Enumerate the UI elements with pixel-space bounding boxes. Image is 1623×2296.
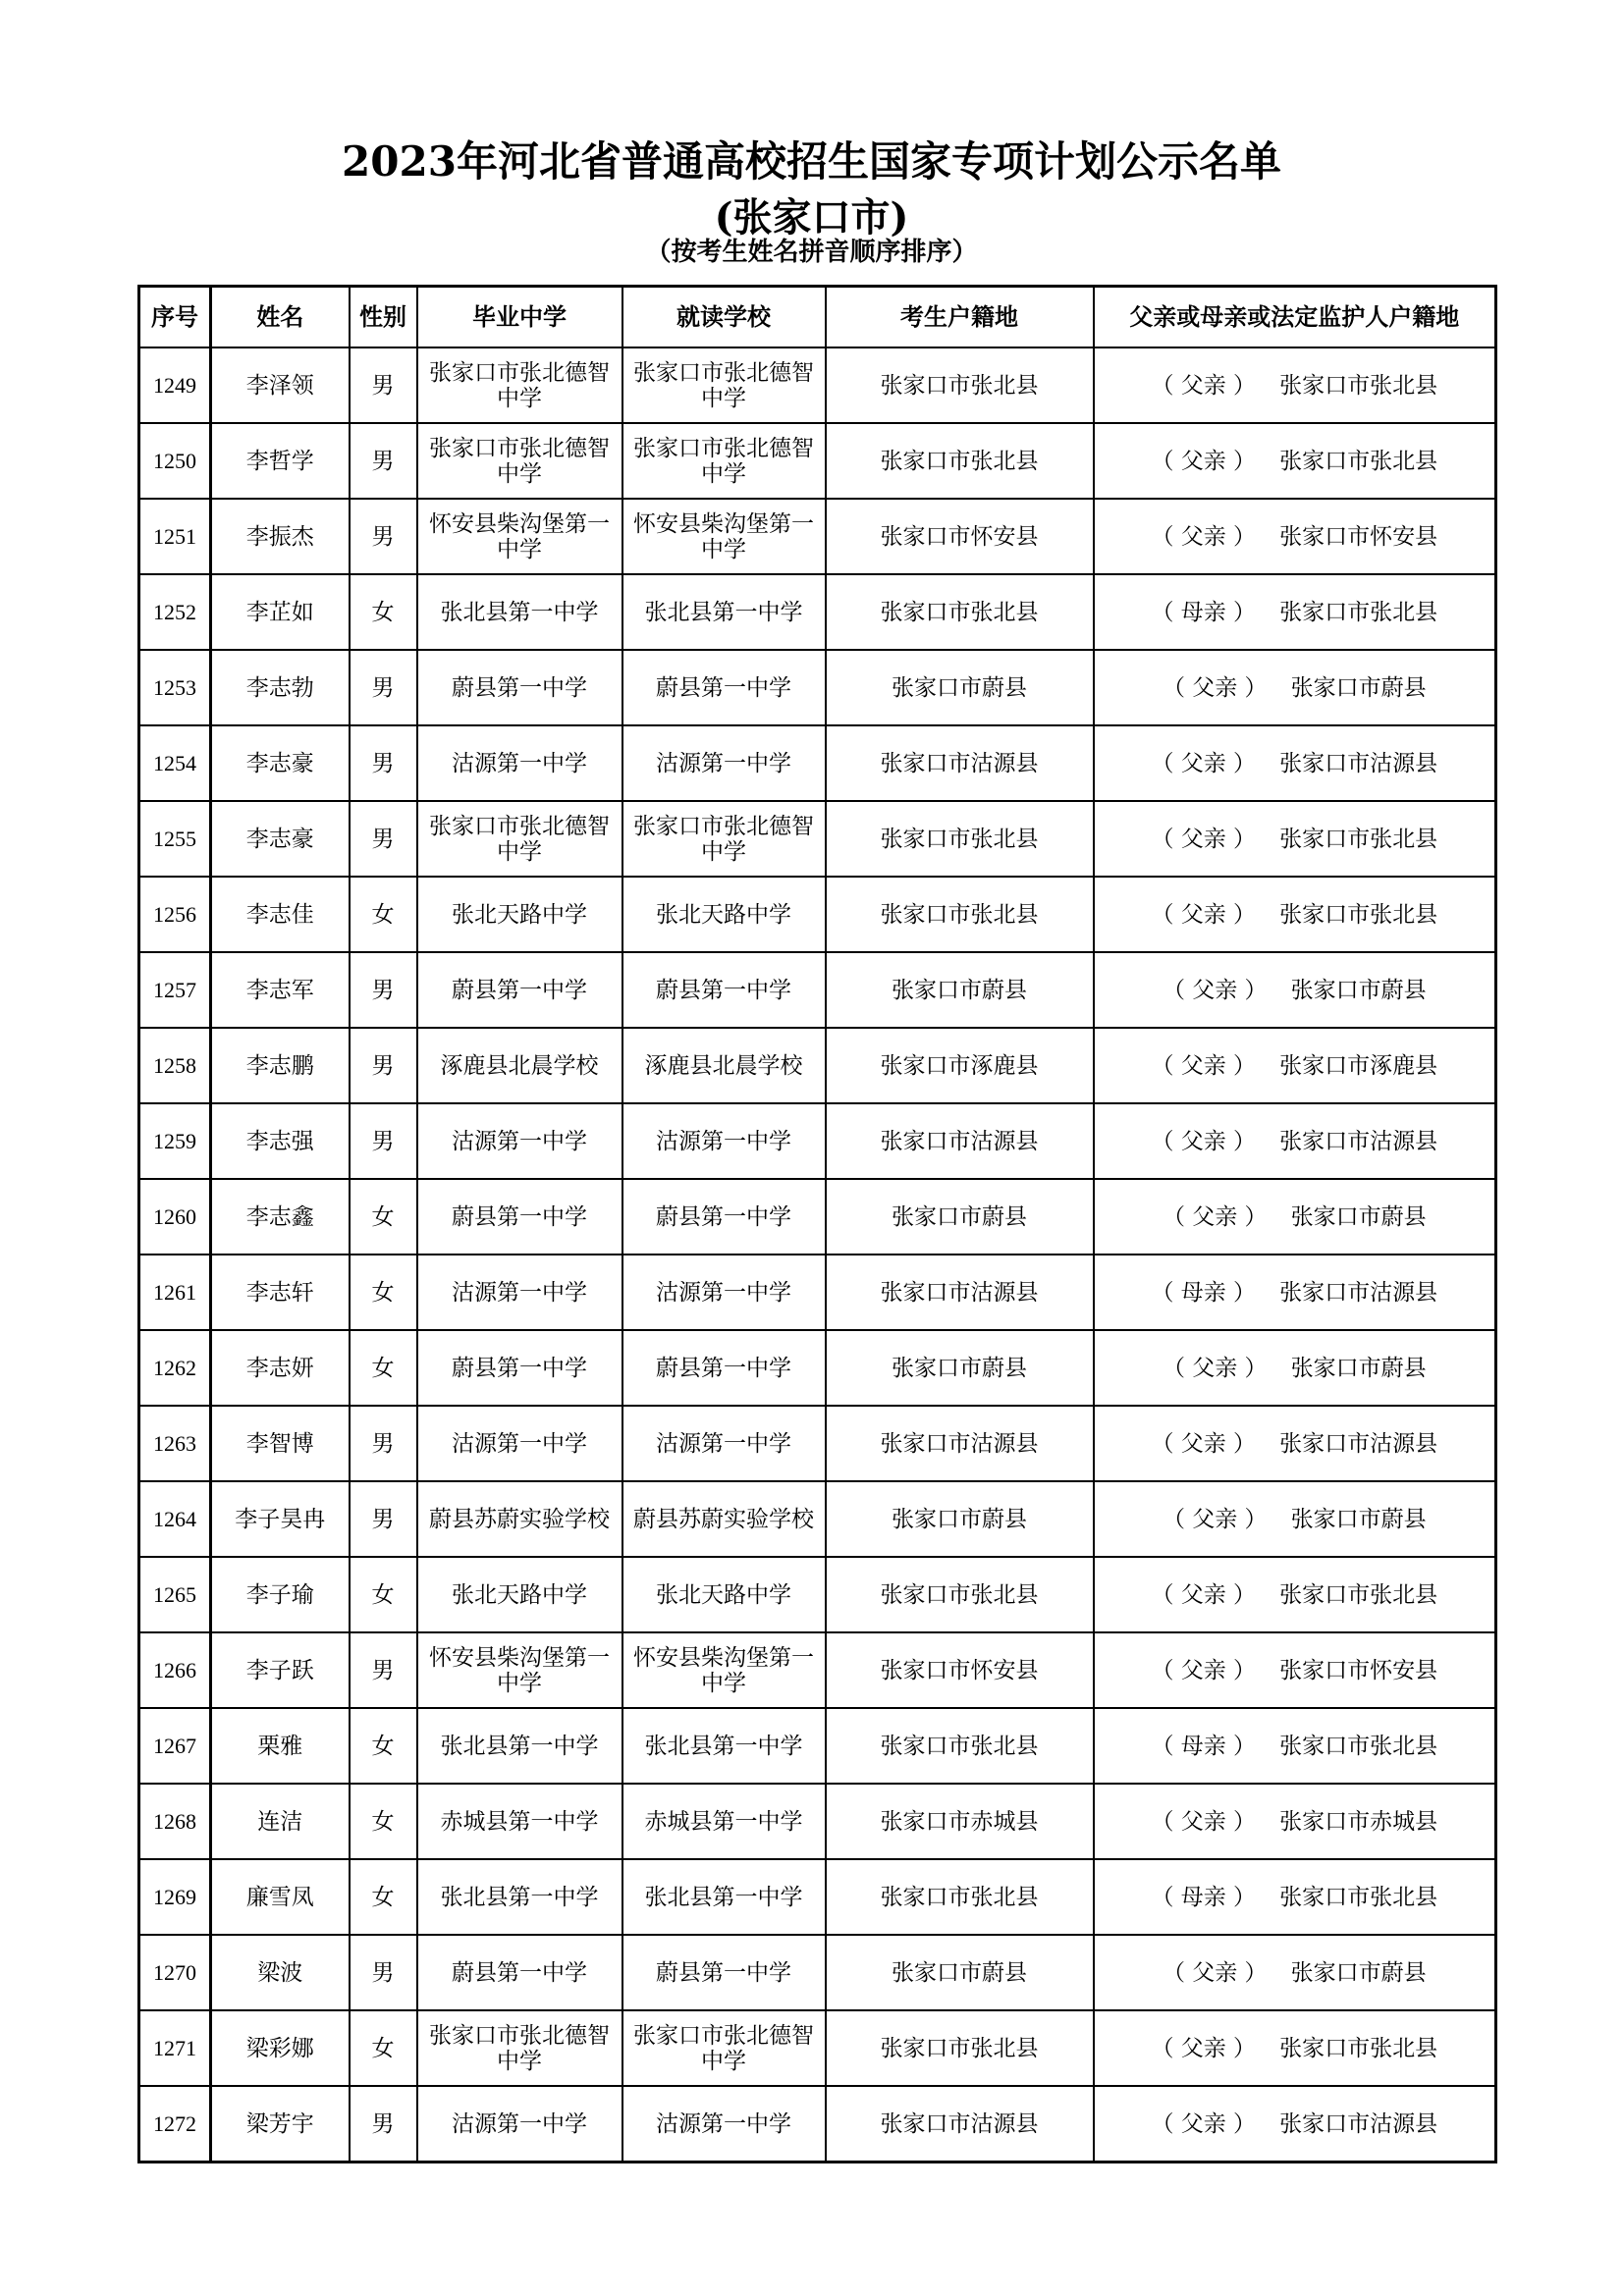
seq-cell: 1250 bbox=[139, 423, 211, 499]
guardian-registration-cell bbox=[1094, 2010, 1496, 2086]
table-row bbox=[139, 1708, 1496, 1784]
guardian-registration-cell bbox=[1094, 1406, 1496, 1481]
document-title: 2023年河北省普通高校招生国家专项计划公示名单 bbox=[342, 137, 1281, 186]
table-row bbox=[139, 2010, 1496, 2086]
table-row bbox=[139, 650, 1496, 725]
seq-cell: 1259 bbox=[139, 1103, 211, 1179]
guardian-registration: 张家口市蔚县 bbox=[1290, 1506, 1427, 1532]
guardian-relation: （ 父亲 ） bbox=[1151, 1581, 1257, 1608]
current-school-cell: 张北县第一中学 bbox=[622, 574, 826, 650]
table-row bbox=[139, 1632, 1496, 1708]
name-cell: 李志鑫 bbox=[211, 1179, 350, 1255]
household-registration-cell: 张家口市沽源县 bbox=[826, 2086, 1094, 2163]
name-cell: 李子昊冉 bbox=[211, 1481, 350, 1557]
header-seq: 序号 bbox=[139, 287, 211, 348]
graduation-school-cell: 张家口市张北德智中学 bbox=[417, 801, 622, 877]
table-row bbox=[139, 1557, 1496, 1632]
guardian-relation: （ 父亲 ） bbox=[1151, 1128, 1257, 1154]
current-school-cell: 张北天路中学 bbox=[622, 1557, 826, 1632]
graduation-school-cell: 沽源第一中学 bbox=[417, 2086, 622, 2163]
guardian-relation: （ 父亲 ） bbox=[1151, 750, 1257, 776]
household-registration-cell: 张家口市沽源县 bbox=[826, 1406, 1094, 1481]
guardian-relation: （ 父亲 ） bbox=[1162, 1959, 1268, 1986]
current-school-cell: 张家口市张北德智中学 bbox=[622, 801, 826, 877]
guardian-registration-cell bbox=[1094, 347, 1496, 423]
current-school-cell: 张家口市张北德智中学 bbox=[622, 2010, 826, 2086]
guardian-registration-cell bbox=[1094, 1632, 1496, 1708]
guardian-registration-cell bbox=[1094, 1179, 1496, 1255]
guardian-registration-cell bbox=[1094, 1557, 1496, 1632]
table-row bbox=[139, 725, 1496, 801]
household-registration-cell: 张家口市蔚县 bbox=[826, 952, 1094, 1028]
guardian-registration: 张家口市沽源县 bbox=[1279, 2110, 1438, 2137]
name-cell: 李振杰 bbox=[211, 499, 350, 574]
name-cell: 李智博 bbox=[211, 1406, 350, 1481]
name-cell: 李志鹏 bbox=[211, 1028, 350, 1103]
guardian-registration: 张家口市张北县 bbox=[1279, 901, 1438, 928]
gender-cell: 女 bbox=[350, 1330, 417, 1406]
gender-cell: 男 bbox=[350, 1935, 417, 2010]
sort-note: （按考生姓名拼音顺序排序） bbox=[645, 238, 978, 267]
guardian-registration: 张家口市蔚县 bbox=[1290, 1203, 1427, 1230]
current-school-cell: 赤城县第一中学 bbox=[622, 1784, 826, 1859]
graduation-school-cell: 蔚县第一中学 bbox=[417, 1179, 622, 1255]
header-household-registration: 考生户籍地 bbox=[826, 287, 1094, 348]
guardian-registration-cell bbox=[1094, 1935, 1496, 2010]
household-registration-cell: 张家口市沽源县 bbox=[826, 1255, 1094, 1330]
guardian-registration: 张家口市沽源县 bbox=[1279, 1279, 1438, 1306]
guardian-registration: 张家口市张北县 bbox=[1279, 2035, 1438, 2061]
guardian-registration-cell bbox=[1094, 1708, 1496, 1784]
seq-cell: 1253 bbox=[139, 650, 211, 725]
household-registration-cell: 张家口市张北县 bbox=[826, 1708, 1094, 1784]
current-school-cell: 蔚县第一中学 bbox=[622, 650, 826, 725]
gender-cell: 女 bbox=[350, 1557, 417, 1632]
graduation-school-cell: 张北县第一中学 bbox=[417, 1859, 622, 1935]
guardian-registration-cell bbox=[1094, 423, 1496, 499]
name-cell: 李志豪 bbox=[211, 801, 350, 877]
gender-cell: 男 bbox=[350, 423, 417, 499]
name-cell: 李子瑜 bbox=[211, 1557, 350, 1632]
guardian-relation: （ 母亲 ） bbox=[1151, 1279, 1257, 1306]
guardian-relation: （ 父亲 ） bbox=[1151, 372, 1257, 399]
table-row bbox=[139, 1406, 1496, 1481]
name-cell: 李泽领 bbox=[211, 347, 350, 423]
header-current-school: 就读学校 bbox=[622, 287, 826, 348]
gender-cell: 男 bbox=[350, 1406, 417, 1481]
guardian-registration: 张家口市张北县 bbox=[1279, 1581, 1438, 1608]
guardian-registration: 张家口市沽源县 bbox=[1279, 1128, 1438, 1154]
name-cell: 李志妍 bbox=[211, 1330, 350, 1406]
seq-cell: 1264 bbox=[139, 1481, 211, 1557]
seq-cell: 1269 bbox=[139, 1859, 211, 1935]
table-row bbox=[139, 1784, 1496, 1859]
current-school-cell: 张家口市张北德智中学 bbox=[622, 423, 826, 499]
guardian-registration-cell bbox=[1094, 2086, 1496, 2163]
seq-cell: 1252 bbox=[139, 574, 211, 650]
table-row bbox=[139, 1935, 1496, 2010]
gender-cell: 女 bbox=[350, 2010, 417, 2086]
seq-cell: 1270 bbox=[139, 1935, 211, 2010]
guardian-registration: 张家口市张北县 bbox=[1279, 448, 1438, 474]
seq-cell: 1255 bbox=[139, 801, 211, 877]
guardian-registration-cell bbox=[1094, 801, 1496, 877]
guardian-relation: （ 母亲 ） bbox=[1151, 599, 1257, 625]
household-registration-cell: 张家口市蔚县 bbox=[826, 1481, 1094, 1557]
table-row bbox=[139, 1028, 1496, 1103]
guardian-relation: （ 父亲 ） bbox=[1162, 1355, 1268, 1381]
household-registration-cell: 张家口市蔚县 bbox=[826, 1330, 1094, 1406]
header-name: 姓名 bbox=[211, 287, 350, 348]
guardian-relation: （ 父亲 ） bbox=[1162, 1203, 1268, 1230]
graduation-school-cell: 怀安县柴沟堡第一中学 bbox=[417, 1632, 622, 1708]
current-school-cell: 张北县第一中学 bbox=[622, 1708, 826, 1784]
household-registration-cell: 张家口市张北县 bbox=[826, 1859, 1094, 1935]
gender-cell: 男 bbox=[350, 650, 417, 725]
gender-cell: 男 bbox=[350, 725, 417, 801]
table-row bbox=[139, 1255, 1496, 1330]
seq-cell: 1251 bbox=[139, 499, 211, 574]
gender-cell: 男 bbox=[350, 952, 417, 1028]
guardian-registration: 张家口市涿鹿县 bbox=[1279, 1052, 1438, 1079]
table-row bbox=[139, 2086, 1496, 2163]
gender-cell: 男 bbox=[350, 1028, 417, 1103]
guardian-relation: （ 父亲 ） bbox=[1151, 1657, 1257, 1683]
seq-cell: 1261 bbox=[139, 1255, 211, 1330]
header-graduation-school: 毕业中学 bbox=[417, 287, 622, 348]
guardian-relation: （ 父亲 ） bbox=[1151, 826, 1257, 852]
guardian-registration: 张家口市张北县 bbox=[1279, 372, 1438, 399]
guardian-relation: （ 父亲 ） bbox=[1151, 901, 1257, 928]
seq-cell: 1266 bbox=[139, 1632, 211, 1708]
guardian-registration: 张家口市张北县 bbox=[1279, 599, 1438, 625]
current-school-cell: 沽源第一中学 bbox=[622, 2086, 826, 2163]
current-school-cell: 蔚县第一中学 bbox=[622, 1330, 826, 1406]
current-school-cell: 张北县第一中学 bbox=[622, 1859, 826, 1935]
graduation-school-cell: 怀安县柴沟堡第一中学 bbox=[417, 499, 622, 574]
table-row bbox=[139, 347, 1496, 423]
seq-cell: 1265 bbox=[139, 1557, 211, 1632]
guardian-relation: （ 父亲 ） bbox=[1162, 977, 1268, 1003]
guardian-relation: （ 父亲 ） bbox=[1162, 674, 1268, 701]
guardian-registration: 张家口市张北县 bbox=[1279, 826, 1438, 852]
graduation-school-cell: 沽源第一中学 bbox=[417, 1406, 622, 1481]
seq-cell: 1267 bbox=[139, 1708, 211, 1784]
gender-cell: 女 bbox=[350, 877, 417, 952]
guardian-registration: 张家口市蔚县 bbox=[1290, 1959, 1427, 1986]
gender-cell: 男 bbox=[350, 347, 417, 423]
current-school-cell: 蔚县第一中学 bbox=[622, 952, 826, 1028]
guardian-relation: （ 父亲 ） bbox=[1151, 1430, 1257, 1457]
table-row bbox=[139, 574, 1496, 650]
table-header-row bbox=[139, 287, 1496, 348]
current-school-cell: 沽源第一中学 bbox=[622, 1255, 826, 1330]
guardian-relation: （ 母亲 ） bbox=[1151, 1733, 1257, 1759]
graduation-school-cell: 蔚县第一中学 bbox=[417, 650, 622, 725]
graduation-school-cell: 沽源第一中学 bbox=[417, 725, 622, 801]
guardian-registration: 张家口市蔚县 bbox=[1290, 1355, 1427, 1381]
household-registration-cell: 张家口市张北县 bbox=[826, 801, 1094, 877]
household-registration-cell: 张家口市怀安县 bbox=[826, 1632, 1094, 1708]
guardian-registration-cell bbox=[1094, 952, 1496, 1028]
gender-cell: 男 bbox=[350, 1632, 417, 1708]
current-school-cell: 怀安县柴沟堡第一中学 bbox=[622, 499, 826, 574]
table-row bbox=[139, 423, 1496, 499]
household-registration-cell: 张家口市沽源县 bbox=[826, 725, 1094, 801]
household-registration-cell: 张家口市张北县 bbox=[826, 347, 1094, 423]
guardian-relation: （ 父亲 ） bbox=[1151, 2035, 1257, 2061]
name-cell: 李哲学 bbox=[211, 423, 350, 499]
seq-cell: 1260 bbox=[139, 1179, 211, 1255]
current-school-cell: 涿鹿县北晨学校 bbox=[622, 1028, 826, 1103]
household-registration-cell: 张家口市张北县 bbox=[826, 877, 1094, 952]
guardian-registration-cell bbox=[1094, 650, 1496, 725]
seq-cell: 1268 bbox=[139, 1784, 211, 1859]
graduation-school-cell: 张家口市张北德智中学 bbox=[417, 2010, 622, 2086]
guardian-registration: 张家口市怀安县 bbox=[1279, 1657, 1438, 1683]
current-school-cell: 沽源第一中学 bbox=[622, 725, 826, 801]
name-cell: 梁波 bbox=[211, 1935, 350, 2010]
header-guardian-registration: 父亲或母亲或法定监护人户籍地 bbox=[1094, 287, 1496, 348]
guardian-registration-cell bbox=[1094, 1028, 1496, 1103]
name-cell: 李志豪 bbox=[211, 725, 350, 801]
gender-cell: 男 bbox=[350, 1103, 417, 1179]
current-school-cell: 沽源第一中学 bbox=[622, 1406, 826, 1481]
gender-cell: 女 bbox=[350, 574, 417, 650]
document-subtitle: (张家口市) bbox=[714, 194, 909, 240]
guardian-registration: 张家口市张北县 bbox=[1279, 1884, 1438, 1910]
guardian-registration-cell bbox=[1094, 1481, 1496, 1557]
guardian-relation: （ 父亲 ） bbox=[1151, 1052, 1257, 1079]
name-cell: 栗雅 bbox=[211, 1708, 350, 1784]
graduation-school-cell: 张家口市张北德智中学 bbox=[417, 347, 622, 423]
household-registration-cell: 张家口市沽源县 bbox=[826, 1103, 1094, 1179]
graduation-school-cell: 张家口市张北德智中学 bbox=[417, 423, 622, 499]
guardian-registration-cell bbox=[1094, 1255, 1496, 1330]
guardian-registration: 张家口市沽源县 bbox=[1279, 1430, 1438, 1457]
graduation-school-cell: 沽源第一中学 bbox=[417, 1103, 622, 1179]
guardian-registration-cell bbox=[1094, 725, 1496, 801]
table-row bbox=[139, 1179, 1496, 1255]
header-gender: 性别 bbox=[350, 287, 417, 348]
guardian-relation: （ 父亲 ） bbox=[1151, 1808, 1257, 1835]
table-row bbox=[139, 801, 1496, 877]
table-row bbox=[139, 1481, 1496, 1557]
table-row bbox=[139, 877, 1496, 952]
household-registration-cell: 张家口市蔚县 bbox=[826, 650, 1094, 725]
table-row bbox=[139, 499, 1496, 574]
household-registration-cell: 张家口市涿鹿县 bbox=[826, 1028, 1094, 1103]
gender-cell: 女 bbox=[350, 1784, 417, 1859]
name-cell: 李志佳 bbox=[211, 877, 350, 952]
gender-cell: 男 bbox=[350, 2086, 417, 2163]
household-registration-cell: 张家口市张北县 bbox=[826, 1557, 1094, 1632]
guardian-registration: 张家口市蔚县 bbox=[1290, 674, 1427, 701]
guardian-registration-cell bbox=[1094, 574, 1496, 650]
name-cell: 廉雪凤 bbox=[211, 1859, 350, 1935]
graduation-school-cell: 赤城县第一中学 bbox=[417, 1784, 622, 1859]
graduation-school-cell: 蔚县第一中学 bbox=[417, 1330, 622, 1406]
gender-cell: 女 bbox=[350, 1255, 417, 1330]
seq-cell: 1254 bbox=[139, 725, 211, 801]
current-school-cell: 张北天路中学 bbox=[622, 877, 826, 952]
seq-cell: 1249 bbox=[139, 347, 211, 423]
guardian-registration: 张家口市沽源县 bbox=[1279, 750, 1438, 776]
gender-cell: 男 bbox=[350, 1481, 417, 1557]
name-cell: 李志轩 bbox=[211, 1255, 350, 1330]
guardian-registration: 张家口市怀安县 bbox=[1279, 523, 1438, 550]
current-school-cell: 蔚县第一中学 bbox=[622, 1179, 826, 1255]
seq-cell: 1271 bbox=[139, 2010, 211, 2086]
gender-cell: 男 bbox=[350, 499, 417, 574]
name-cell: 李志勃 bbox=[211, 650, 350, 725]
name-cell: 李志强 bbox=[211, 1103, 350, 1179]
household-registration-cell: 张家口市蔚县 bbox=[826, 1935, 1094, 2010]
graduation-school-cell: 涿鹿县北晨学校 bbox=[417, 1028, 622, 1103]
seq-cell: 1263 bbox=[139, 1406, 211, 1481]
graduation-school-cell: 蔚县第一中学 bbox=[417, 1935, 622, 2010]
household-registration-cell: 张家口市蔚县 bbox=[826, 1179, 1094, 1255]
current-school-cell: 张家口市张北德智中学 bbox=[622, 347, 826, 423]
seq-cell: 1257 bbox=[139, 952, 211, 1028]
gender-cell: 女 bbox=[350, 1708, 417, 1784]
gender-cell: 男 bbox=[350, 801, 417, 877]
guardian-registration-cell bbox=[1094, 1859, 1496, 1935]
guardian-registration-cell bbox=[1094, 877, 1496, 952]
guardian-relation: （ 父亲 ） bbox=[1151, 2110, 1257, 2137]
seq-cell: 1258 bbox=[139, 1028, 211, 1103]
household-registration-cell: 张家口市张北县 bbox=[826, 2010, 1094, 2086]
name-cell: 梁彩娜 bbox=[211, 2010, 350, 2086]
graduation-school-cell: 蔚县苏蔚实验学校 bbox=[417, 1481, 622, 1557]
guardian-relation: （ 母亲 ） bbox=[1151, 1884, 1257, 1910]
table-row bbox=[139, 1859, 1496, 1935]
guardian-registration: 张家口市蔚县 bbox=[1290, 977, 1427, 1003]
household-registration-cell: 张家口市张北县 bbox=[826, 423, 1094, 499]
guardian-registration-cell bbox=[1094, 1330, 1496, 1406]
guardian-registration-cell bbox=[1094, 499, 1496, 574]
current-school-cell: 蔚县第一中学 bbox=[622, 1935, 826, 2010]
current-school-cell: 怀安县柴沟堡第一中学 bbox=[622, 1632, 826, 1708]
guardian-relation: （ 父亲 ） bbox=[1151, 448, 1257, 474]
graduation-school-cell: 蔚县第一中学 bbox=[417, 952, 622, 1028]
household-registration-cell: 张家口市张北县 bbox=[826, 574, 1094, 650]
name-cell: 李子跃 bbox=[211, 1632, 350, 1708]
graduation-school-cell: 张北县第一中学 bbox=[417, 574, 622, 650]
table-row bbox=[139, 952, 1496, 1028]
name-cell: 李芷如 bbox=[211, 574, 350, 650]
graduation-school-cell: 沽源第一中学 bbox=[417, 1255, 622, 1330]
guardian-relation: （ 父亲 ） bbox=[1162, 1506, 1268, 1532]
seq-cell: 1256 bbox=[139, 877, 211, 952]
graduation-school-cell: 张北县第一中学 bbox=[417, 1708, 622, 1784]
gender-cell: 女 bbox=[350, 1859, 417, 1935]
seq-cell: 1262 bbox=[139, 1330, 211, 1406]
graduation-school-cell: 张北天路中学 bbox=[417, 877, 622, 952]
gender-cell: 女 bbox=[350, 1179, 417, 1255]
current-school-cell: 蔚县苏蔚实验学校 bbox=[622, 1481, 826, 1557]
current-school-cell: 沽源第一中学 bbox=[622, 1103, 826, 1179]
guardian-registration: 张家口市赤城县 bbox=[1279, 1808, 1438, 1835]
household-registration-cell: 张家口市怀安县 bbox=[826, 499, 1094, 574]
table-row bbox=[139, 1330, 1496, 1406]
name-cell: 梁芳宇 bbox=[211, 2086, 350, 2163]
name-cell: 连洁 bbox=[211, 1784, 350, 1859]
guardian-registration-cell bbox=[1094, 1784, 1496, 1859]
guardian-registration-cell bbox=[1094, 1103, 1496, 1179]
student-list-table bbox=[137, 285, 1497, 2163]
seq-cell: 1272 bbox=[139, 2086, 211, 2163]
table-row bbox=[139, 1103, 1496, 1179]
name-cell: 李志军 bbox=[211, 952, 350, 1028]
guardian-registration: 张家口市张北县 bbox=[1279, 1733, 1438, 1759]
household-registration-cell: 张家口市赤城县 bbox=[826, 1784, 1094, 1859]
graduation-school-cell: 张北天路中学 bbox=[417, 1557, 622, 1632]
guardian-relation: （ 父亲 ） bbox=[1151, 523, 1257, 550]
